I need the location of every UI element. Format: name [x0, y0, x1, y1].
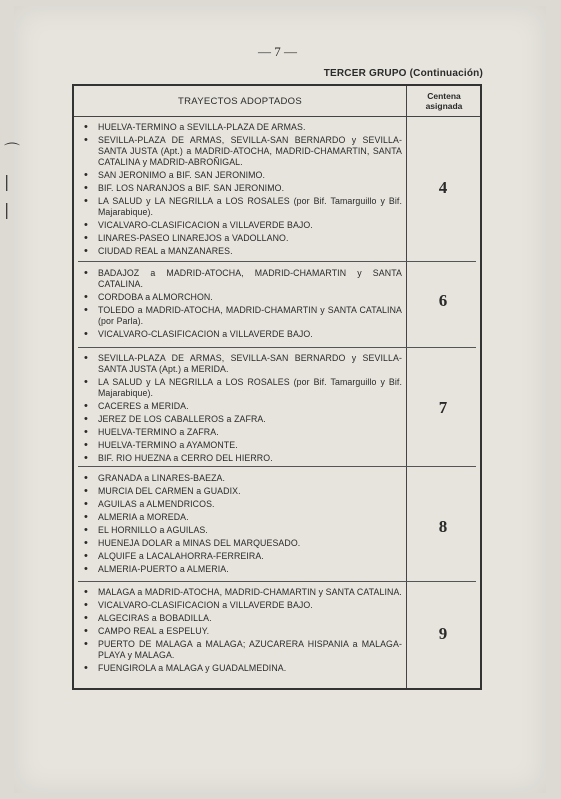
route-list: [82, 473, 402, 577]
routes-header: TRAYECTOS ADOPTADOS: [178, 95, 302, 107]
routes-table: [72, 84, 482, 690]
bullet-icon: •: [84, 599, 88, 611]
list-item: • ALMERIA-PUERTO a ALMERIA.: [84, 563, 229, 575]
bullet-icon: •: [84, 550, 88, 562]
bullet-icon: •: [84, 524, 88, 536]
bullet-icon: •: [84, 232, 88, 244]
list-item: • BIF. LOS NARANJOS a BIF. SAN JERONIMO.: [84, 182, 285, 194]
bullet-icon: •: [84, 304, 88, 316]
list-item: • LA SALUD y LA NEGRILLA a LOS ROSALES (por Bif. Tamarguillo y Bif. Majarabique).: [84, 195, 402, 217]
list-item: • LINARES-PASEO LINAREJOS a VADOLLANO.: [84, 232, 289, 244]
page-number: — 7 —: [258, 44, 297, 59]
bullet-icon: •: [84, 169, 88, 181]
list-item: • JEREZ DE LOS CABALLEROS a ZAFRA.: [84, 413, 266, 425]
bullet-icon: •: [84, 195, 88, 207]
bullet-icon: •: [84, 352, 88, 364]
binding-mark: ⌒: [4, 141, 21, 160]
centena-header: [406, 86, 481, 116]
bullet-icon: •: [84, 219, 88, 231]
group-centena-9: [74, 582, 480, 688]
list-item: • SEVILLA-PLAZA DE ARMAS, SEVILLA-SAN BERNARDO y SEVILLA-SANTA JUSTA (Apt.) a MADRID-ATOCHA, MADRID-CHAMARTIN, SANTA CATALINA y MADRID-ABROÑIGAL.: [84, 134, 402, 167]
list-item: • SEVILLA-PLAZA DE ARMAS, SEVILLA-SAN BERNARDO y SEVILLA-SANTA JUSTA (Apt.) a MERIDA.: [84, 352, 402, 374]
bullet-icon: •: [84, 638, 88, 650]
group-title: TERCER GRUPO (Continuación): [323, 68, 483, 79]
list-item: • ALMERIA a MOREDA.: [84, 511, 189, 523]
list-item: • HUELVA-TERMINO a ZAFRA.: [84, 426, 219, 438]
bullet-icon: •: [84, 537, 88, 549]
table-header: [74, 86, 480, 117]
list-item: • VICALVARO-CLASIFICACION a VILLAVERDE BAJO.: [84, 219, 313, 231]
centena-number: 7: [438, 398, 448, 417]
bullet-icon: •: [84, 452, 88, 464]
centena-header-line2: asignada: [425, 101, 463, 111]
route-list: [82, 122, 402, 259]
list-item: • BADAJOZ a MADRID-ATOCHA, MADRID-CHAMARTIN y SANTA CATALINA.: [84, 267, 402, 289]
bullet-icon: •: [84, 472, 88, 484]
list-item: • PUERTO DE MALAGA a MALAGA; AZUCARERA HISPANIA a MALAGA-PLAYA y MALAGA.: [84, 638, 402, 660]
route-list: [82, 353, 402, 466]
bullet-icon: •: [84, 413, 88, 425]
bullet-icon: •: [84, 511, 88, 523]
list-item: • CORDOBA a ALMORCHON.: [84, 291, 213, 303]
bullet-icon: •: [84, 439, 88, 451]
list-item: • HUELVA-TERMINO a SEVILLA-PLAZA DE ARMAS.: [84, 121, 306, 133]
bullet-icon: •: [84, 485, 88, 497]
route-list: [82, 587, 402, 676]
list-item: • CIUDAD REAL a MANZANARES.: [84, 245, 233, 257]
group-centena-8: [74, 467, 480, 581]
centena-number: 6: [438, 291, 448, 310]
route-list: [82, 268, 402, 342]
centena-number: 4: [438, 178, 448, 197]
bullet-icon: •: [84, 134, 88, 146]
bullet-icon: •: [84, 291, 88, 303]
bullet-icon: •: [84, 121, 88, 133]
list-item: • LA SALUD y LA NEGRILLA a LOS ROSALES (por Bif. Tamarguillo y Bif. Majarabique).: [84, 376, 402, 398]
binding-mark: |: [4, 200, 10, 219]
list-item: • VICALVARO-CLASIFICACION a VILLAVERDE BAJO.: [84, 328, 313, 340]
list-item: • AGUILAS a ALMENDRICOS.: [84, 498, 215, 510]
bullet-icon: •: [84, 426, 88, 438]
bullet-icon: •: [84, 400, 88, 412]
list-item: • SAN JERONIMO a BIF. SAN JERONIMO.: [84, 169, 266, 181]
centena-number: 8: [438, 517, 448, 536]
centena-header-line1: Centena: [427, 91, 461, 101]
bullet-icon: •: [84, 586, 88, 598]
bullet-icon: •: [84, 376, 88, 388]
list-item: • ALGECIRAS a BOBADILLA.: [84, 612, 212, 624]
bullet-icon: •: [84, 612, 88, 624]
list-item: • CACERES a MERIDA.: [84, 400, 189, 412]
list-item: • HUENEJA DOLAR a MINAS DEL MARQUESADO.: [84, 537, 301, 549]
list-item: • MURCIA DEL CARMEN a GUADIX.: [84, 485, 241, 497]
group-centena-4: [74, 116, 480, 261]
list-item: • HUELVA-TERMINO a AYAMONTE.: [84, 439, 238, 451]
bullet-icon: •: [84, 498, 88, 510]
binding-mark: |: [4, 172, 10, 191]
bullet-icon: •: [84, 267, 88, 279]
list-item: • TOLEDO a MADRID-ATOCHA, MADRID-CHAMARTIN y SANTA CATALINA (por Parla).: [84, 304, 402, 326]
list-item: • FUENGIROLA a MALAGA y GUADALMEDINA.: [84, 662, 287, 674]
list-item: • VICALVARO-CLASIFICACION a VILLAVERDE BAJO.: [84, 599, 313, 611]
bullet-icon: •: [84, 328, 88, 340]
bullet-icon: •: [84, 625, 88, 637]
bullet-icon: •: [84, 182, 88, 194]
list-item: • ALQUIFE a LACALAHORRA-FERREIRA.: [84, 550, 264, 562]
bullet-icon: •: [84, 563, 88, 575]
list-item: • CAMPO REAL a ESPELUY.: [84, 625, 210, 637]
group-centena-6: [74, 262, 480, 346]
group-centena-7: [74, 348, 480, 466]
bullet-icon: •: [84, 245, 88, 257]
list-item: • MALAGA a MADRID-ATOCHA, MADRID-CHAMARTIN y SANTA CATALINA.: [84, 586, 402, 598]
list-item: • EL HORNILLO a AGUILAS.: [84, 524, 208, 536]
centena-number: 9: [438, 624, 448, 643]
list-item: • GRANADA a LINARES-BAEZA.: [84, 472, 226, 484]
bullet-icon: •: [84, 662, 88, 674]
list-item: • BIF. RIO HUEZNA a CERRO DEL HIERRO.: [84, 452, 273, 464]
binding-marks: [2, 0, 21, 799]
